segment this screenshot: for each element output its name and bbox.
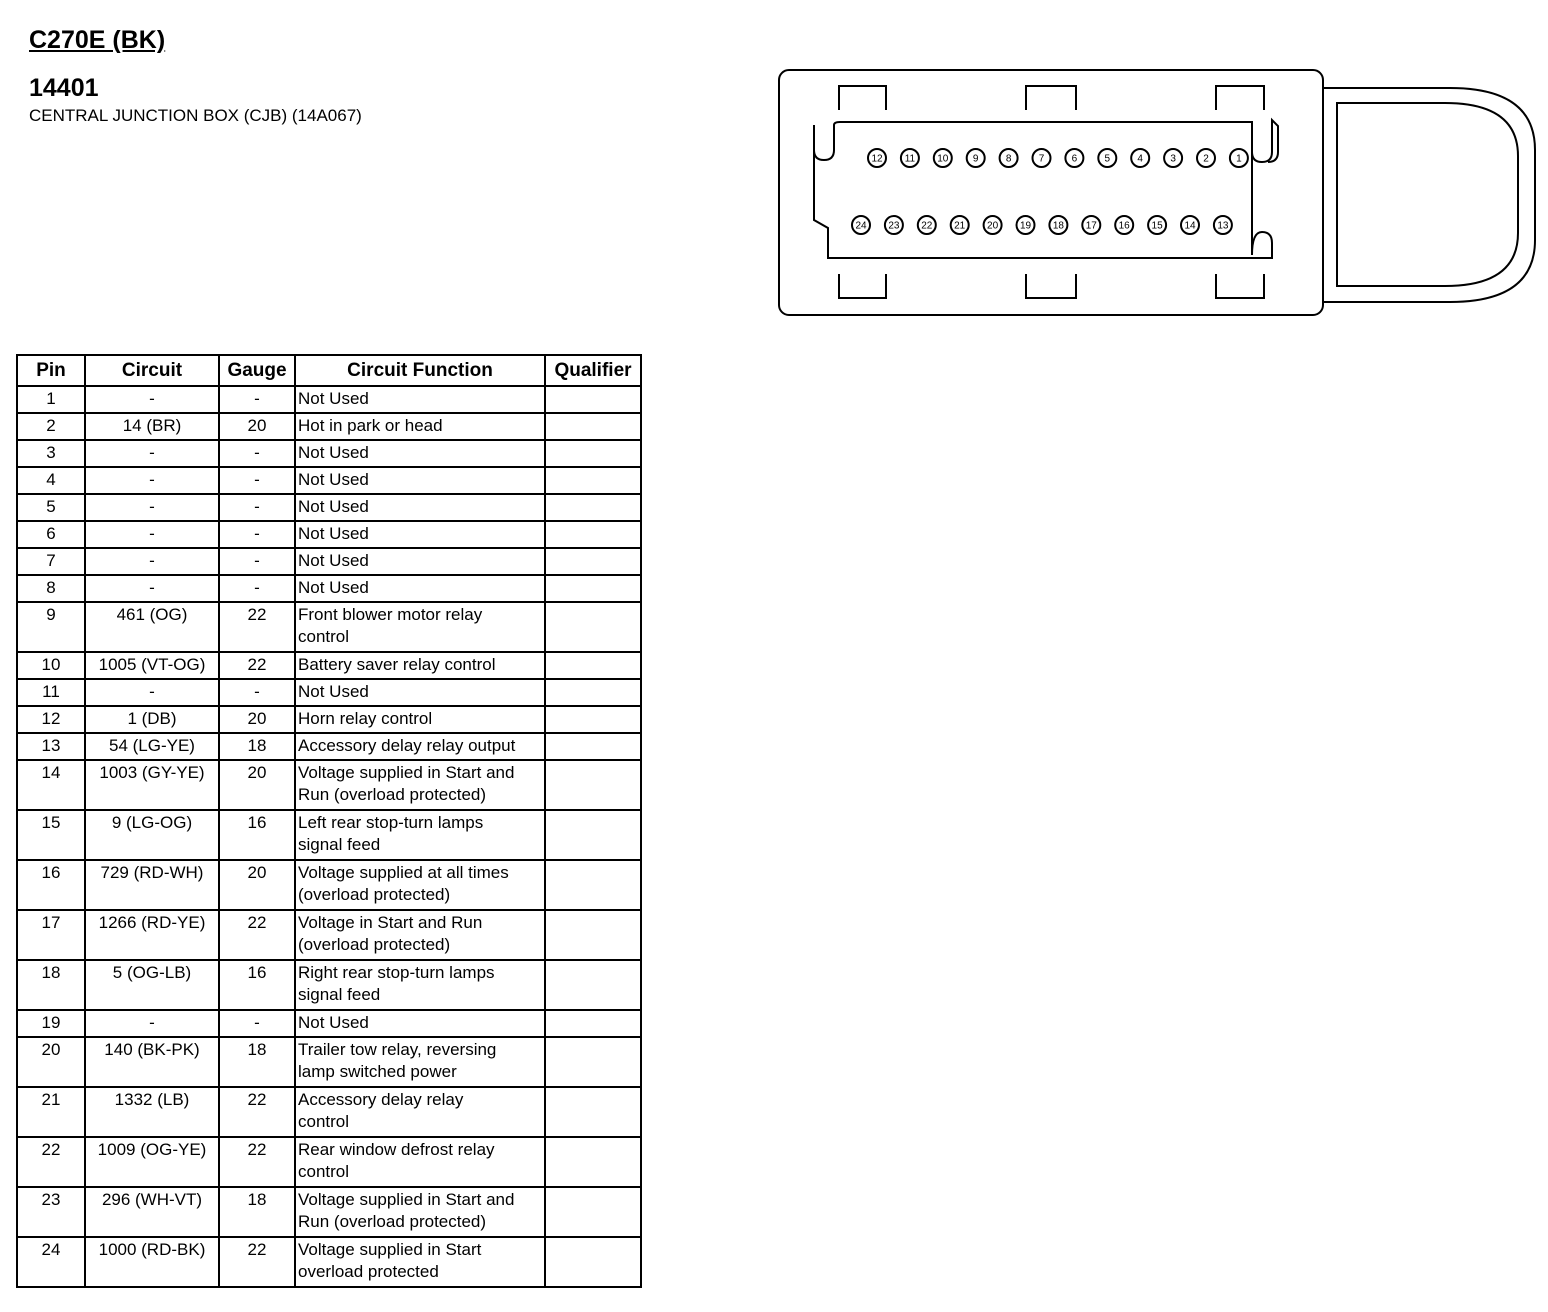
qualifier-cell: [545, 467, 641, 494]
connector-pin-label: 16: [1118, 220, 1130, 232]
circuit-cell: -: [85, 575, 219, 602]
table-row: [17, 1087, 641, 1137]
qualifier-cell: [545, 860, 641, 910]
connector-pin-label: 17: [1085, 220, 1097, 232]
pin-cell: 21: [17, 1087, 85, 1137]
gauge-cell: -: [219, 521, 295, 548]
gauge-cell: 20: [219, 413, 295, 440]
qualifier-cell: [545, 1010, 641, 1037]
pin-cell: 2: [17, 413, 85, 440]
qualifier-cell: [545, 1087, 641, 1137]
circuit-cell: 1000 (RD-BK): [85, 1237, 219, 1287]
pin-cell: 6: [17, 521, 85, 548]
circuit-function-cell: Horn relay control: [295, 706, 545, 733]
table-row: [17, 860, 641, 910]
connector-pin-label: 21: [954, 220, 966, 232]
connector-pin-label: 7: [1038, 153, 1045, 165]
pin-cell: 22: [17, 1137, 85, 1187]
circuit-cell: 1003 (GY-YE): [85, 760, 219, 810]
table-row: [17, 386, 641, 413]
qualifier-cell: [545, 679, 641, 706]
table-row: [17, 706, 641, 733]
pin-cell: 1: [17, 386, 85, 413]
circuit-cell: 5 (OG-LB): [85, 960, 219, 1010]
qualifier-cell: [545, 910, 641, 960]
pin-cavity-outline: [814, 120, 1278, 258]
table-row: [17, 1037, 641, 1087]
gauge-cell: 22: [219, 652, 295, 679]
part-number: 14401: [29, 74, 99, 102]
circuit-cell: -: [85, 386, 219, 413]
circuit-function-cell: Accessory delay relay output: [295, 733, 545, 760]
connector-body: [779, 70, 1323, 315]
circuit-cell: 54 (LG-YE): [85, 733, 219, 760]
circuit-cell: 9 (LG-OG): [85, 810, 219, 860]
gauge-cell: 22: [219, 602, 295, 652]
connector-pin-label: 22: [921, 220, 933, 232]
pin-row-bottom: [852, 216, 1232, 234]
connector-code: C270E (BK): [29, 26, 166, 54]
qualifier-cell: [545, 548, 641, 575]
component-description: CENTRAL JUNCTION BOX (CJB) (14A067): [29, 106, 362, 125]
pin-cell: 9: [17, 602, 85, 652]
circuit-function-cell: Rear window defrost relay control: [295, 1137, 545, 1187]
qualifier-cell: [545, 1187, 641, 1237]
top-key-center: [1026, 86, 1076, 110]
circuit-function-cell: Accessory delay relay control: [295, 1087, 545, 1137]
gauge-cell: -: [219, 679, 295, 706]
gauge-cell: 16: [219, 810, 295, 860]
qualifier-cell: [545, 1137, 641, 1187]
connector-pin-label: 3: [1170, 153, 1176, 165]
gauge-cell: -: [219, 1010, 295, 1037]
pin-cell: 18: [17, 960, 85, 1010]
circuit-function-cell: Voltage supplied in Start and Run (overload protected): [295, 760, 545, 810]
circuit-cell: -: [85, 440, 219, 467]
pin-table: [16, 354, 642, 1288]
circuit-function-cell: Voltage supplied at all times (overload protected): [295, 860, 545, 910]
connector-pin-label: 23: [888, 220, 900, 232]
circuit-function-cell: Hot in park or head: [295, 413, 545, 440]
qualifier-cell: [545, 386, 641, 413]
pin-cell: 5: [17, 494, 85, 521]
circuit-cell: 1009 (OG-YE): [85, 1137, 219, 1187]
pin-cell: 7: [17, 548, 85, 575]
circuit-function-cell: Not Used: [295, 1010, 545, 1037]
connector-pin-label: 8: [1005, 153, 1012, 165]
gauge-cell: 22: [219, 1237, 295, 1287]
circuit-cell: -: [85, 494, 219, 521]
circuit-function-cell: Voltage in Start and Run (overload protected): [295, 910, 545, 960]
bottom-key-right: [1216, 274, 1264, 298]
table-row: [17, 960, 641, 1010]
gauge-cell: -: [219, 440, 295, 467]
gauge-cell: -: [219, 494, 295, 521]
gauge-cell: 16: [219, 960, 295, 1010]
table-row: [17, 440, 641, 467]
pin-cell: 24: [17, 1237, 85, 1287]
pin-cell: 19: [17, 1010, 85, 1037]
circuit-cell: 461 (OG): [85, 602, 219, 652]
gauge-cell: -: [219, 467, 295, 494]
pin-cell: 10: [17, 652, 85, 679]
pin-cell: 23: [17, 1187, 85, 1237]
circuit-function-cell: Not Used: [295, 467, 545, 494]
gauge-cell: 22: [219, 1137, 295, 1187]
circuit-function-cell: Left rear stop-turn lamps signal feed: [295, 810, 545, 860]
connector-pin-label: 15: [1151, 220, 1163, 232]
connector-pin-label: 5: [1104, 153, 1111, 165]
qualifier-cell: [545, 706, 641, 733]
connector-pin-label: 20: [987, 220, 999, 232]
column-header-circuit: Circuit: [85, 355, 219, 386]
circuit-function-cell: Voltage supplied in Start and Run (overload protected): [295, 1187, 545, 1237]
table-row: [17, 521, 641, 548]
table-row: [17, 1137, 641, 1187]
pin-cell: 3: [17, 440, 85, 467]
table-row: [17, 910, 641, 960]
table-row: [17, 602, 641, 652]
connector-pin-label: 11: [904, 153, 916, 165]
column-header-pin: Pin: [17, 355, 85, 386]
connector-pin-label: 2: [1203, 153, 1209, 165]
column-header-qualifier: Qualifier: [545, 355, 641, 386]
circuit-function-cell: Not Used: [295, 575, 545, 602]
gauge-cell: 22: [219, 1087, 295, 1137]
circuit-function-cell: Front blower motor relay control: [295, 602, 545, 652]
pin-cell: 15: [17, 810, 85, 860]
circuit-cell: -: [85, 521, 219, 548]
qualifier-cell: [545, 575, 641, 602]
pin-row-top: [868, 149, 1248, 167]
qualifier-cell: [545, 494, 641, 521]
circuit-cell: 729 (RD-WH): [85, 860, 219, 910]
table-row: [17, 413, 641, 440]
pin-cell: 4: [17, 467, 85, 494]
gauge-cell: 20: [219, 760, 295, 810]
gauge-cell: 18: [219, 733, 295, 760]
qualifier-cell: [545, 602, 641, 652]
circuit-function-cell: Not Used: [295, 440, 545, 467]
table-row: [17, 760, 641, 810]
top-key-left: [839, 86, 886, 110]
gauge-cell: 20: [219, 860, 295, 910]
table-row: [17, 548, 641, 575]
circuit-cell: 1266 (RD-YE): [85, 910, 219, 960]
circuit-function-cell: Not Used: [295, 386, 545, 413]
gauge-cell: 18: [219, 1037, 295, 1087]
circuit-function-cell: Battery saver relay control: [295, 652, 545, 679]
qualifier-cell: [545, 960, 641, 1010]
table-row: [17, 1237, 641, 1287]
gauge-cell: 20: [219, 706, 295, 733]
column-header-gauge: Gauge: [219, 355, 295, 386]
circuit-function-cell: Not Used: [295, 521, 545, 548]
connector-pin-label: 4: [1137, 153, 1143, 165]
qualifier-cell: [545, 652, 641, 679]
bottom-key-center: [1026, 274, 1076, 298]
circuit-cell: -: [85, 679, 219, 706]
circuit-cell: 1332 (LB): [85, 1087, 219, 1137]
table-row: [17, 810, 641, 860]
pin-cell: 14: [17, 760, 85, 810]
table-row: [17, 494, 641, 521]
qualifier-cell: [545, 1037, 641, 1087]
gauge-cell: -: [219, 548, 295, 575]
qualifier-cell: [545, 440, 641, 467]
circuit-cell: 1005 (VT-OG): [85, 652, 219, 679]
connector-pin-label: 9: [972, 153, 979, 165]
connector-pin-label: 6: [1071, 153, 1078, 165]
pin-cell: 8: [17, 575, 85, 602]
circuit-function-cell: Not Used: [295, 679, 545, 706]
table-row: [17, 1010, 641, 1037]
circuit-cell: 296 (WH-VT): [85, 1187, 219, 1237]
circuit-function-cell: Right rear stop-turn lamps signal feed: [295, 960, 545, 1010]
circuit-cell: 140 (BK-PK): [85, 1037, 219, 1087]
circuit-cell: -: [85, 548, 219, 575]
circuit-cell: -: [85, 467, 219, 494]
qualifier-cell: [545, 521, 641, 548]
circuit-cell: 14 (BR): [85, 413, 219, 440]
pin-cell: 17: [17, 910, 85, 960]
table-row: [17, 1187, 641, 1237]
pin-cell: 20: [17, 1037, 85, 1087]
top-key-right: [1216, 86, 1264, 110]
table-row: [17, 652, 641, 679]
table-row: [17, 575, 641, 602]
gauge-cell: 18: [219, 1187, 295, 1237]
bottom-key-left: [839, 274, 886, 298]
circuit-function-cell: Voltage supplied in Start overload protected: [295, 1237, 545, 1287]
connector-pin-label: 10: [937, 153, 949, 165]
qualifier-cell: [545, 1237, 641, 1287]
table-row: [17, 679, 641, 706]
table-row: [17, 467, 641, 494]
gauge-cell: -: [219, 575, 295, 602]
pin-cell: 16: [17, 860, 85, 910]
pin-cell: 13: [17, 733, 85, 760]
table-row: [17, 733, 641, 760]
pin-cell: 12: [17, 706, 85, 733]
circuit-function-cell: Not Used: [295, 548, 545, 575]
qualifier-cell: [545, 760, 641, 810]
connector-face-diagram: [770, 60, 1545, 325]
qualifier-cell: [545, 810, 641, 860]
column-header-circuit-function: Circuit Function: [295, 355, 545, 386]
qualifier-cell: [545, 413, 641, 440]
pin-table-header-row: [17, 355, 641, 386]
circuit-cell: 1 (DB): [85, 706, 219, 733]
connector-pin-label: 19: [1019, 220, 1032, 232]
qualifier-cell: [545, 733, 641, 760]
circuit-cell: -: [85, 1010, 219, 1037]
connector-pin-label: 14: [1184, 220, 1196, 232]
circuit-function-cell: Not Used: [295, 494, 545, 521]
connector-pin-label: 18: [1052, 220, 1064, 232]
gauge-cell: 22: [219, 910, 295, 960]
connector-pin-label: 24: [855, 220, 867, 232]
connector-pin-label: 1: [1236, 153, 1242, 165]
circuit-function-cell: Trailer tow relay, reversing lamp switched power: [295, 1037, 545, 1087]
pin-cell: 11: [17, 679, 85, 706]
connector-pin-label: 13: [1217, 220, 1229, 232]
connector-pin-label: 12: [871, 153, 883, 165]
gauge-cell: -: [219, 386, 295, 413]
